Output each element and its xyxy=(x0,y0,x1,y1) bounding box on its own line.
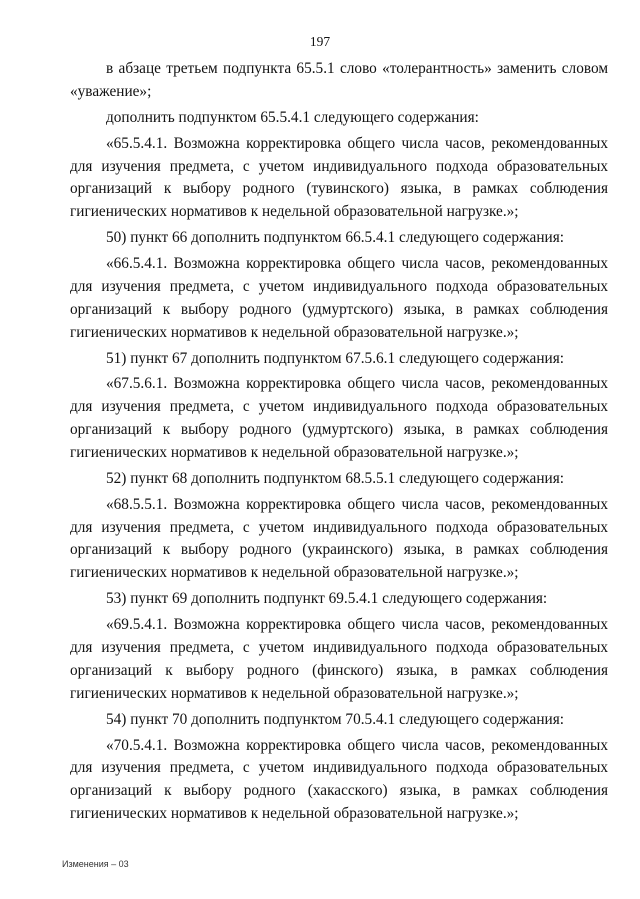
paragraph-instruction: 54) пункт 70 дополнить подпунктом 70.5.4.1 следующего содержания: xyxy=(106,710,565,728)
document-body xyxy=(70,58,608,826)
paragraph-quoted-clause: «66.5.4.1. Возможна корректировка общего числа часов, рекомендованных для изучения предмета, с учетом индивидуального подхода образовательных организаций к выбору родного (удмуртского) языка, в рамках соблюдения гигиенических нормативов к недельной образовательной нагрузке.»; xyxy=(70,255,608,341)
paragraph-instruction: 51) пункт 67 дополнить подпунктом 67.5.6.1 следующего содержания: xyxy=(106,349,565,367)
paragraph-quoted-clause: «67.5.6.1. Возможна корректировка общего числа часов, рекомендованных для изучения предмета, с учетом индивидуального подхода образовательных организаций к выбору родного (удмуртского) языка, в рамках соблюдения гигиенических нормативов к недельной образовательной нагрузке.»; xyxy=(70,375,608,461)
paragraph-instruction: дополнить подпунктом 65.5.4.1 следующего содержания: xyxy=(106,108,479,126)
page-number: 197 xyxy=(309,34,331,49)
paragraph-quoted-clause: «65.5.4.1. Возможна корректировка общего числа часов, рекомендованных для изучения предмета, с учетом индивидуального подхода образовательных организаций к выбору родного (тувинского) языка, в рамках соблюдения гигиенических нормативов к недельной образовательной нагрузке.»; xyxy=(70,134,608,221)
paragraph-instruction: 50) пункт 66 дополнить подпунктом 66.5.4.1 следующего содержания: xyxy=(106,229,565,247)
paragraph-quoted-clause: «69.5.4.1. Возможна корректировка общего числа часов, рекомендованных для изучения предмета, с учетом индивидуального подхода образовательных организаций к выбору родного (финского) языка, в рамках соблюдения гигиенических нормативов к недельной образовательной нагрузке.»; xyxy=(70,616,608,702)
paragraph-instruction: 53) пункт 69 дополнить подпункт 69.5.4.1 следующего содержания: xyxy=(106,590,548,608)
paragraph-quoted-clause: «70.5.4.1. Возможна корректировка общего числа часов, рекомендованных для изучения предмета, с учетом индивидуального подхода образовательных организаций к выбору родного (хакасского) языка, в рамках соблюдения гигиенических нормативов к недельной образовательной нагрузке.»; xyxy=(70,736,608,822)
paragraph-quoted-clause: «68.5.5.1. Возможна корректировка общего числа часов, рекомендованных для изучения предмета, с учетом индивидуального подхода образовательных организаций к выбору родного (украинского) языка, в рамках соблюдения гигиенических нормативов к недельной образовательной нагрузке.»; xyxy=(70,495,608,582)
paragraph-instruction: 52) пункт 68 дополнить подпунктом 68.5.5.1 следующего содержания: xyxy=(106,469,565,487)
footer-revision-note: Изменения – 03 xyxy=(62,859,129,869)
paragraph-amendment-intro: в абзаце третьем подпункта 65.5.1 слово «толерантность» заменить словом «уважение»; xyxy=(70,60,608,100)
